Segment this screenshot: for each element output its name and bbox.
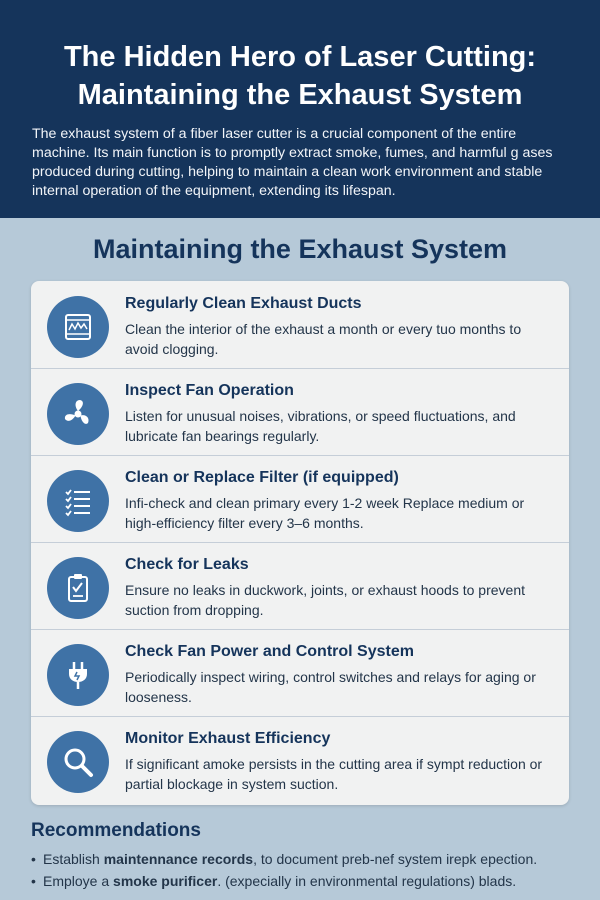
rec-prefix: Establish	[43, 851, 104, 867]
recommendations-heading: Recommendations	[31, 820, 201, 841]
rec-suffix: . (expecially in environmental regulations) blads.	[217, 873, 517, 889]
item-description: Infi-check and clean primary every 1-2 week Replace medium or high-efficiency filter every 3–6 months.	[125, 495, 525, 531]
item-description: Clean the interior of the exhaust a month or every tuo months to avoid clogging.	[125, 321, 522, 357]
recommendation-item	[31, 848, 586, 870]
item-title: Inspect Fan Operation	[125, 382, 294, 399]
clipboard-check-icon	[47, 557, 109, 619]
power-plug-icon	[47, 644, 109, 706]
rec-prefix: Employe a	[43, 873, 114, 889]
page-title-line-1: The Hidden Hero of Laser Cutting:	[63, 41, 537, 73]
item-description: Periodically inspect wiring, control switches and relays for aging or looseness.	[125, 669, 536, 705]
rec-bold: maintennance records	[103, 851, 254, 867]
header-banner	[0, 0, 600, 218]
recommendations-list	[31, 848, 586, 892]
item-title: Check for Leaks	[125, 556, 249, 573]
magnifier-icon	[47, 731, 109, 793]
item-title: Regularly Clean Exhaust Ducts	[125, 295, 362, 312]
bullet-icon: •	[31, 873, 36, 889]
checklist-icon	[47, 470, 109, 532]
item-title: Monitor Exhaust Efficiency	[125, 730, 331, 747]
intro-paragraph: The exhaust system of a fiber laser cutter is a crucial component of the entire machine. Its main function is to promptly extract smoke, fumes, and harmful g ases produced during cutting, helping to maintain a clean work environment and stable internal operation of the equipment, extending its lifespan.	[32, 126, 553, 199]
rec-suffix: , to document preb-nef system irepk epection.	[253, 851, 538, 867]
item-title: Clean or Replace Filter (if equipped)	[125, 469, 399, 486]
list-item	[31, 542, 569, 630]
page-title	[20, 38, 580, 114]
list-item	[31, 281, 569, 369]
page-title-line-2: Maintaining the Exhaust System	[77, 79, 523, 111]
bullet-icon: •	[31, 851, 36, 867]
list-item	[31, 455, 569, 543]
fan-icon	[47, 383, 109, 445]
item-description: Listen for unusual noises, vibrations, or speed fluctuations, and lubricate fan bearings regularly.	[125, 408, 516, 444]
maintenance-card	[31, 281, 569, 805]
list-item	[31, 629, 569, 717]
list-item	[31, 368, 569, 456]
duct-filter-icon	[47, 296, 109, 358]
item-description: Ensure no leaks in duckwork, joints, or exhaust hoods to prevent suction from dropping.	[125, 582, 525, 618]
section-title: Maintaining the Exhaust System	[92, 234, 508, 264]
item-title: Check Fan Power and Control System	[125, 643, 414, 660]
recommendation-item	[31, 870, 586, 892]
item-description: If significant amoke persists in the cutting area if sympt reduction or partial blockage in system suction.	[125, 756, 543, 792]
rec-bold: smoke purificer	[113, 873, 218, 889]
list-item	[31, 716, 569, 803]
